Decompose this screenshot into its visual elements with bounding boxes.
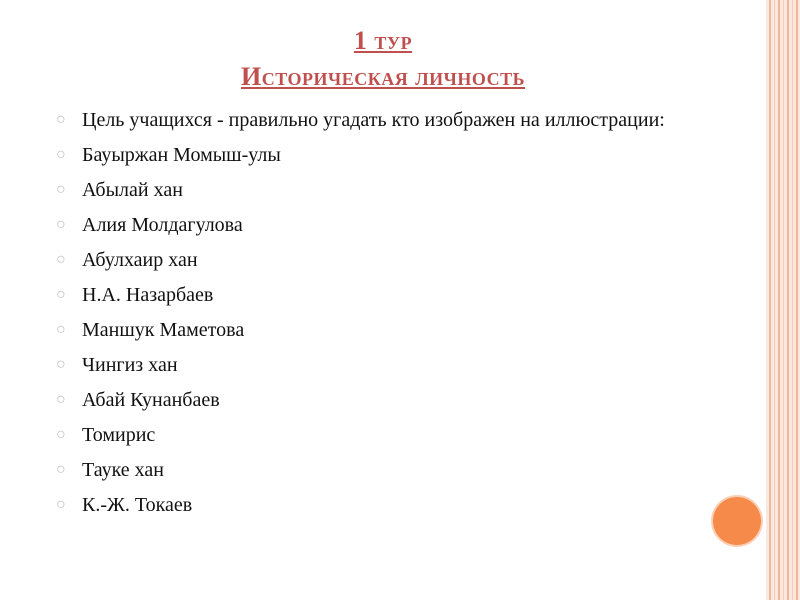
slide-title [0,24,766,94]
bullet-icon: ○ [56,216,66,233]
list-item-text: Цель учащихся - правильно угадать кто изображен на иллюстрации: [82,109,665,131]
list-item [56,143,696,167]
border-line [783,0,784,600]
list-item-text: Алия Молдагулова [82,214,243,236]
list-item [56,178,696,202]
list-item-text: Томирис [82,424,156,446]
list-item [56,248,696,272]
bullet-icon: ○ [56,356,66,373]
list-item [56,108,696,132]
list-item [56,353,696,377]
bullet-icon: ○ [56,111,66,128]
bullet-icon: ○ [56,496,66,513]
bullet-icon: ○ [56,181,66,198]
list-item-text: Маншук Маметова [82,319,245,341]
border-line [769,0,771,600]
bullet-icon: ○ [56,461,66,478]
list-item [56,458,696,482]
list-item [56,213,696,237]
list-item [56,493,696,517]
list-item-text: Абай Кунанбаев [82,389,220,411]
title-rest: сторическая личность [261,62,525,91]
list-item-text: Тауке хан [82,459,164,481]
border-line [774,0,775,600]
title-initial: И [240,62,262,91]
bullet-icon: ○ [56,321,66,338]
bullet-icon: ○ [56,146,66,163]
list-item-text: Н.А. Назарбаев [82,284,214,306]
border-line [778,0,780,600]
list-item [56,283,696,307]
list-item-text: Абылай хан [82,179,183,201]
list-item-text: Абулхаир хан [82,249,198,271]
list-item-text: Бауыржан Момыш-улы [82,144,281,166]
bullet-list [56,108,696,528]
bullet-icon: ○ [56,426,66,443]
list-item-text: К.-Ж. Токаев [82,494,193,516]
list-item [56,423,696,447]
bullet-icon: ○ [56,251,66,268]
bullet-icon: ○ [56,286,66,303]
bullet-icon: ○ [56,391,66,408]
title-line-1: 1 тур [353,26,413,55]
border-line [796,0,798,600]
list-item-text: Чингиз хан [82,354,178,376]
title-line-2 [0,60,766,94]
orange-circle-icon [713,497,761,545]
list-item [56,388,696,412]
list-item [56,318,696,342]
border-line [792,0,793,600]
border-line [787,0,789,600]
